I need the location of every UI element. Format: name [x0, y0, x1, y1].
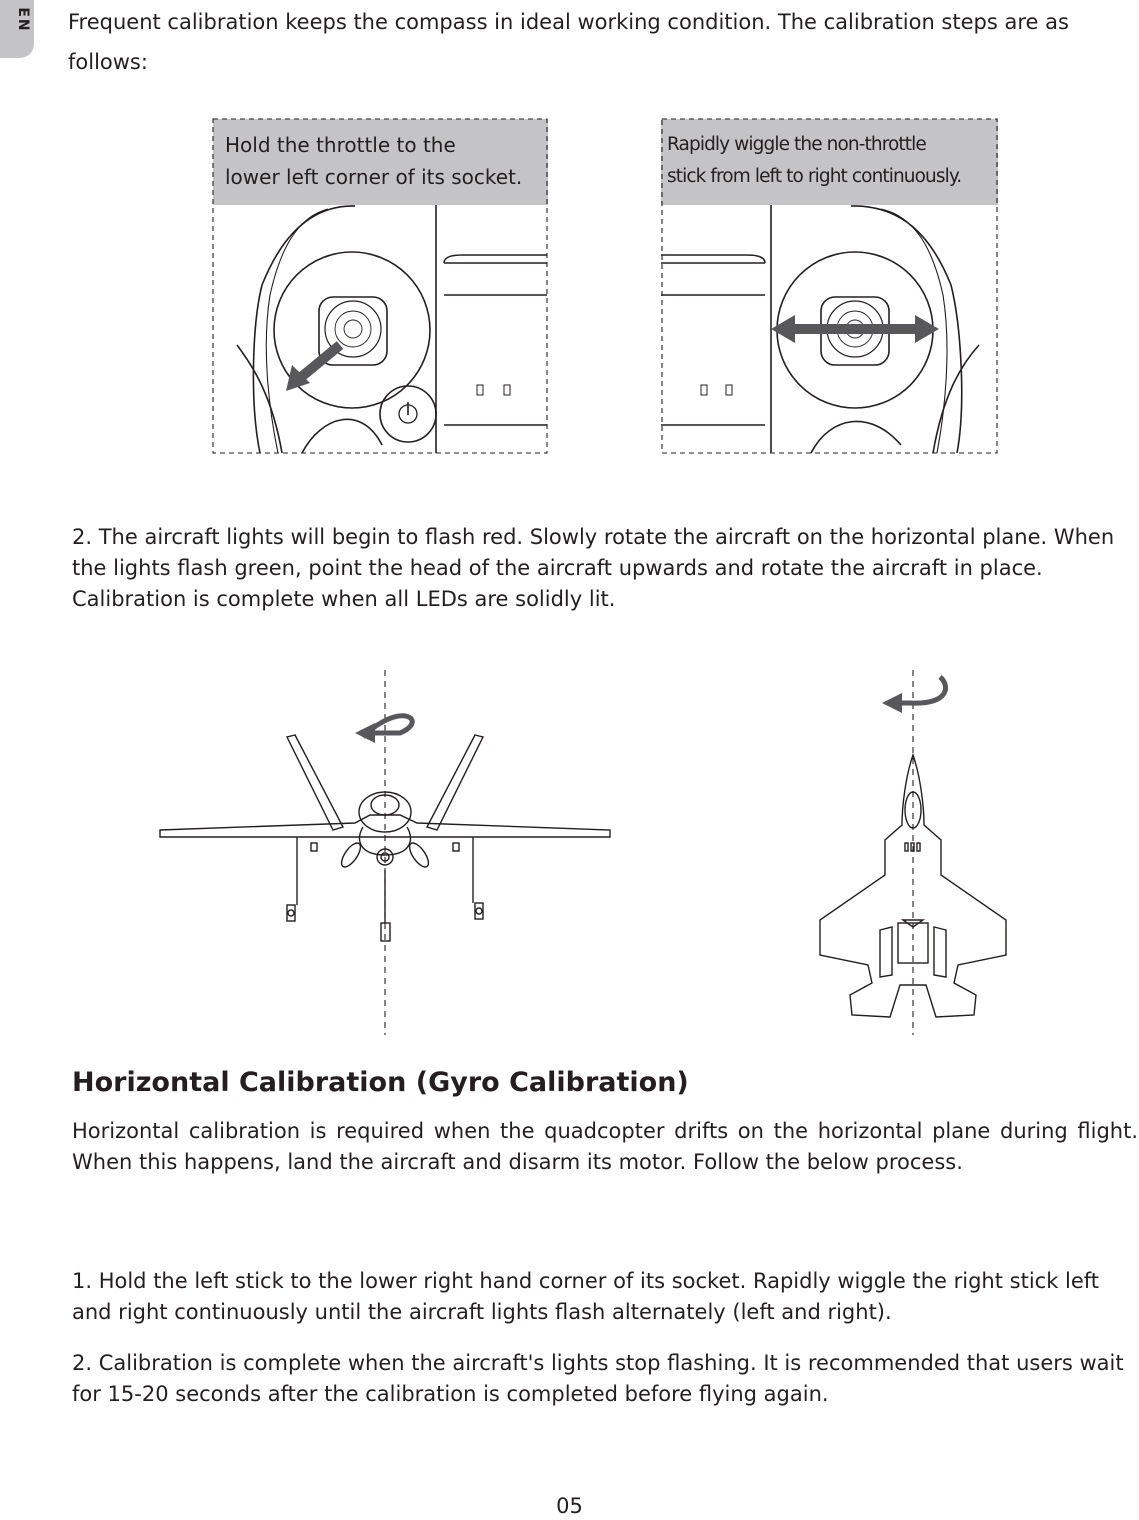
aircraft-front-view-illustration — [155, 665, 615, 1045]
caption-wiggle-line1: Rapidly wiggle the non-throttle — [667, 134, 926, 155]
controller-wiggle-illustration — [661, 205, 998, 455]
aircraft-top-view-illustration — [810, 665, 1020, 1045]
language-tab — [0, 0, 34, 58]
caption-wiggle-line2: stick from left to right continuously. — [667, 166, 962, 187]
horizontal-step2-paragraph: 2. Calibration is complete when the aircraft's lights stop flashing. It is recommended that users wait for 15-20 seconds after the calibration is completed before flying again. — [72, 1351, 1124, 1406]
horizontal-step1-paragraph: 1. Hold the left stick to the lower right hand corner of its socket. Rapidly wiggle the right stick left and right continuously until the aircraft lights flash alternately (left and right). — [72, 1269, 1100, 1324]
horizontal-intro-paragraph: Horizontal calibration is required when the quadcopter drifts on the horizontal plane during flight. When this happens, land the aircraft and disarm its motor. Follow the below process. — [72, 1119, 1138, 1174]
language-label: EN — [15, 7, 31, 33]
section-heading: Horizontal Calibration (Gyro Calibration) — [72, 1067, 689, 1098]
intro-paragraph: Frequent calibration keeps the compass in ideal working condition. The calibration steps are as follows: — [68, 10, 1069, 74]
page-number: 05 — [556, 1494, 583, 1518]
caption-throttle — [213, 119, 548, 205]
caption-throttle-line2: lower left corner of its socket. — [225, 165, 523, 189]
caption-throttle-line1: Hold the throttle to the — [225, 133, 456, 157]
step2-paragraph: 2. The aircraft lights will begin to flash red. Slowly rotate the aircraft on the horizontal plane. When the lights flash green, point the head of the aircraft upwards and rotate the aircraft in place. Calibration is complete when all LEDs are solidly lit. — [72, 525, 1115, 611]
controller-throttle-illustration — [212, 205, 548, 455]
caption-wiggle — [661, 119, 998, 205]
